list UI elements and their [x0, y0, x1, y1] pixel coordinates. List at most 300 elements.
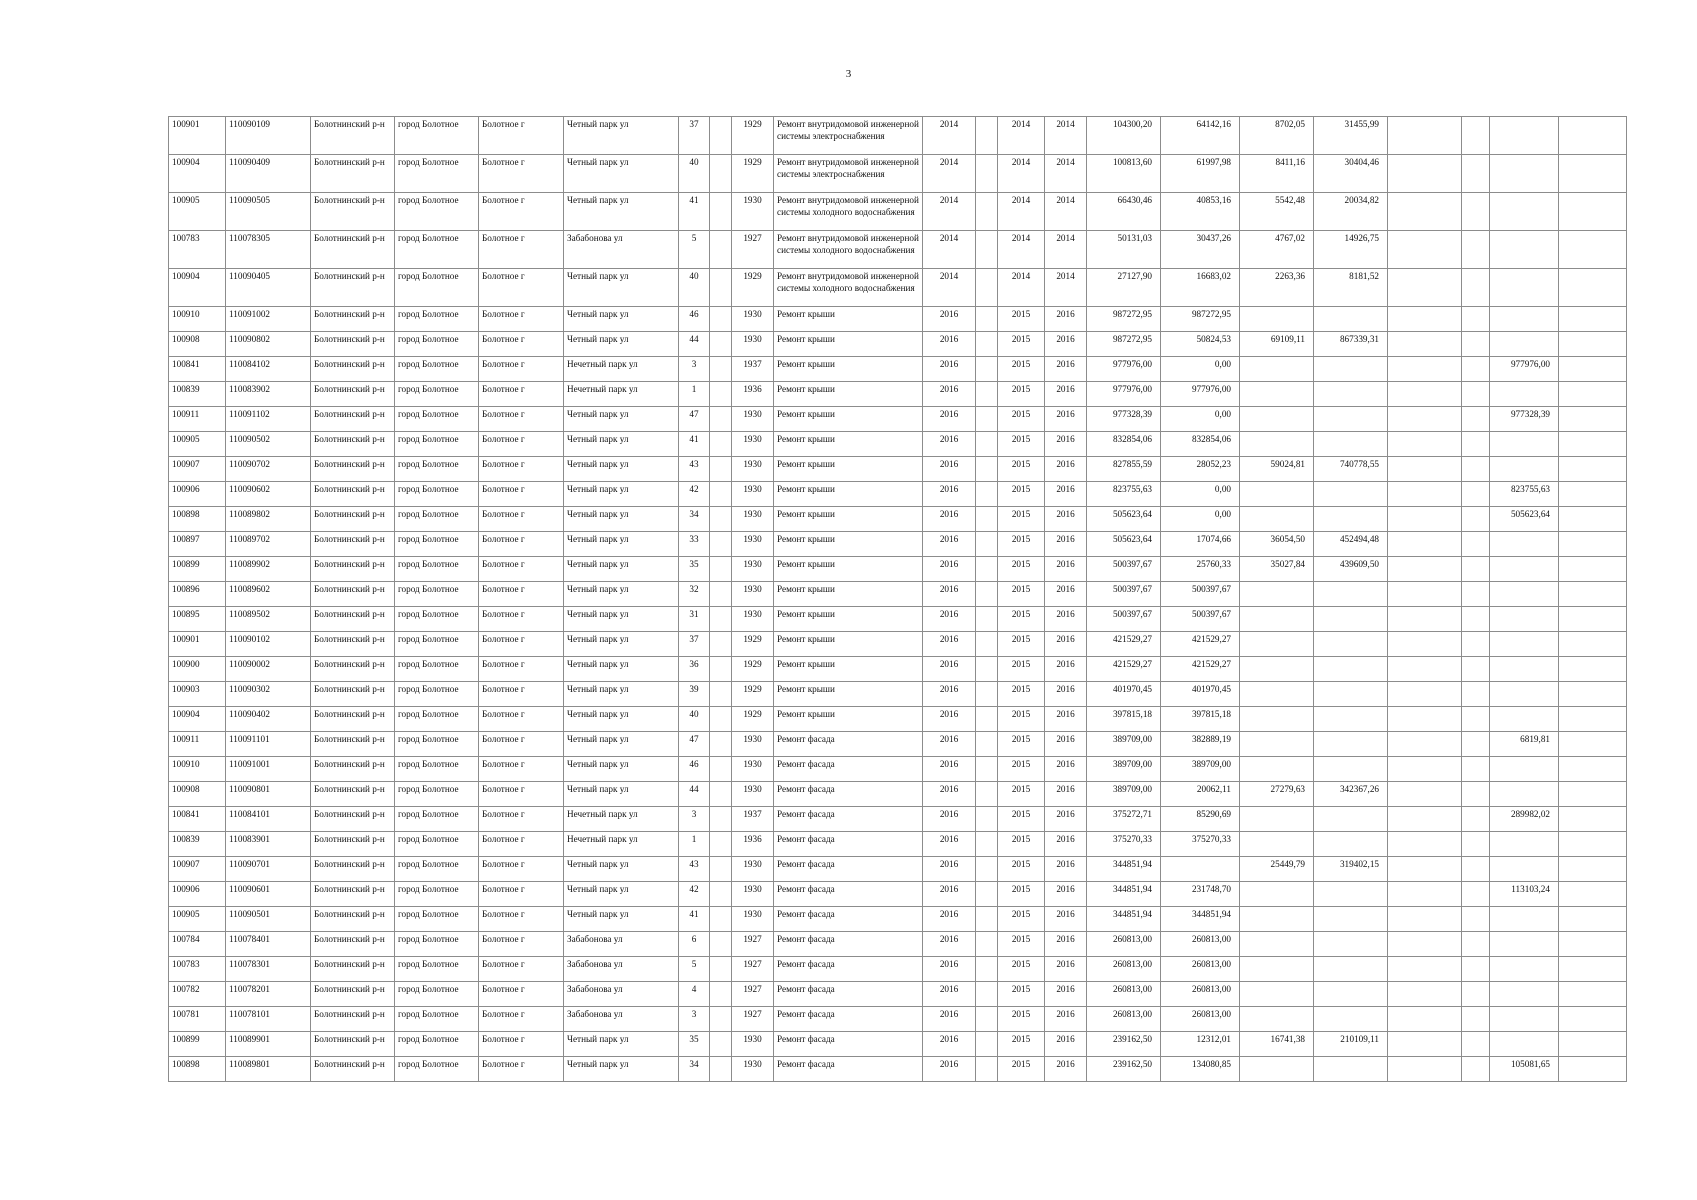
cell-empty [1388, 432, 1462, 457]
cell-code: 110089801 [226, 1057, 311, 1082]
cell-total: 344851,94 [1087, 882, 1161, 907]
cell-year-built: 1930 [732, 482, 774, 507]
cell-end-year: 2016 [1045, 757, 1087, 782]
cell-amount-b [1240, 357, 1314, 382]
cell-plan-year: 2016 [923, 732, 976, 757]
cell-amount-c: 740778,55 [1314, 457, 1388, 482]
cell-amount-d: 105081,65 [1490, 1057, 1559, 1082]
cell-total: 260813,00 [1087, 982, 1161, 1007]
cell-empty [1388, 882, 1462, 907]
cell-empty [710, 807, 732, 832]
cell-amount-c [1314, 1057, 1388, 1082]
table-row [169, 957, 1627, 982]
cell-amount-b: 8411,16 [1240, 155, 1314, 193]
cell-code: 110091101 [226, 732, 311, 757]
cell-city: город Болотное [395, 507, 479, 532]
cell-district: Болотнинский р-н [311, 732, 395, 757]
cell-locality: Болотное г [479, 155, 564, 193]
cell-amount-a: 260813,00 [1161, 982, 1240, 1007]
cell-street: Четный парк ул [564, 732, 679, 757]
cell-year-built: 1930 [732, 582, 774, 607]
cell-empty [1559, 231, 1627, 269]
cell-empty [1462, 957, 1490, 982]
cell-code: 110090002 [226, 657, 311, 682]
cell-amount-c [1314, 1007, 1388, 1032]
cell-work: Ремонт крыши [774, 682, 923, 707]
cell-empty [1559, 832, 1627, 857]
cell-street: Четный парк ул [564, 332, 679, 357]
cell-year-built: 1930 [732, 532, 774, 557]
cell-total: 401970,45 [1087, 682, 1161, 707]
cell-empty [976, 782, 998, 807]
table-row [169, 982, 1627, 1007]
cell-empty [1559, 757, 1627, 782]
cell-empty [976, 807, 998, 832]
cell-empty [1388, 231, 1462, 269]
cell-empty [710, 432, 732, 457]
cell-start-year: 2015 [998, 1032, 1045, 1057]
cell-plan-year: 2016 [923, 457, 976, 482]
cell-id: 100897 [169, 532, 226, 557]
cell-city: город Болотное [395, 757, 479, 782]
cell-id: 100904 [169, 269, 226, 307]
table-row [169, 807, 1627, 832]
cell-district: Болотнинский р-н [311, 1007, 395, 1032]
cell-year-built: 1936 [732, 832, 774, 857]
cell-locality: Болотное г [479, 1032, 564, 1057]
cell-empty [710, 117, 732, 155]
cell-empty [1559, 457, 1627, 482]
cell-amount-d [1490, 757, 1559, 782]
cell-end-year: 2014 [1045, 155, 1087, 193]
cell-total: 375272,71 [1087, 807, 1161, 832]
cell-end-year: 2016 [1045, 507, 1087, 532]
cell-amount-a [1161, 857, 1240, 882]
cell-amount-b: 36054,50 [1240, 532, 1314, 557]
cell-city: город Болотное [395, 307, 479, 332]
cell-empty [1388, 507, 1462, 532]
cell-empty [1462, 857, 1490, 882]
cell-city: город Болотное [395, 407, 479, 432]
cell-year-built: 1927 [732, 932, 774, 957]
cell-city: город Болотное [395, 432, 479, 457]
cell-empty [710, 1057, 732, 1082]
cell-code: 110090801 [226, 782, 311, 807]
cell-amount-d [1490, 857, 1559, 882]
cell-start-year: 2015 [998, 407, 1045, 432]
cell-plan-year: 2016 [923, 757, 976, 782]
cell-end-year: 2016 [1045, 357, 1087, 382]
cell-end-year: 2016 [1045, 407, 1087, 432]
cell-start-year: 2015 [998, 357, 1045, 382]
cell-amount-d [1490, 1032, 1559, 1057]
cell-amount-c [1314, 932, 1388, 957]
cell-year-built: 1927 [732, 982, 774, 1007]
cell-locality: Болотное г [479, 682, 564, 707]
cell-end-year: 2016 [1045, 532, 1087, 557]
cell-empty [976, 882, 998, 907]
cell-amount-d [1490, 457, 1559, 482]
cell-house: 5 [679, 231, 710, 269]
cell-empty [1559, 532, 1627, 557]
cell-year-built: 1929 [732, 632, 774, 657]
cell-empty [976, 117, 998, 155]
cell-amount-c [1314, 982, 1388, 1007]
cell-amount-d [1490, 557, 1559, 582]
cell-empty [976, 582, 998, 607]
cell-year-built: 1930 [732, 557, 774, 582]
cell-start-year: 2015 [998, 807, 1045, 832]
cell-plan-year: 2016 [923, 357, 976, 382]
cell-district: Болотнинский р-н [311, 707, 395, 732]
cell-year-built: 1927 [732, 957, 774, 982]
cell-year-built: 1930 [732, 732, 774, 757]
cell-empty [1388, 782, 1462, 807]
cell-empty [1388, 457, 1462, 482]
cell-locality: Болотное г [479, 832, 564, 857]
cell-amount-d: 289982,02 [1490, 807, 1559, 832]
cell-total: 977328,39 [1087, 407, 1161, 432]
cell-end-year: 2016 [1045, 432, 1087, 457]
cell-amount-b [1240, 582, 1314, 607]
cell-amount-a: 375270,33 [1161, 832, 1240, 857]
cell-amount-c: 31455,99 [1314, 117, 1388, 155]
cell-city: город Болотное [395, 193, 479, 231]
cell-id: 100781 [169, 1007, 226, 1032]
cell-total: 500397,67 [1087, 607, 1161, 632]
cell-empty [1462, 117, 1490, 155]
cell-start-year: 2015 [998, 907, 1045, 932]
cell-code: 110090701 [226, 857, 311, 882]
cell-amount-b [1240, 657, 1314, 682]
cell-empty [1388, 193, 1462, 231]
cell-empty [710, 882, 732, 907]
cell-total: 375270,33 [1087, 832, 1161, 857]
cell-house: 33 [679, 532, 710, 557]
cell-work: Ремонт крыши [774, 482, 923, 507]
cell-total: 66430,46 [1087, 193, 1161, 231]
cell-city: город Болотное [395, 982, 479, 1007]
cell-empty [1388, 907, 1462, 932]
cell-district: Болотнинский р-н [311, 882, 395, 907]
cell-empty [1388, 1057, 1462, 1082]
cell-start-year: 2015 [998, 1057, 1045, 1082]
cell-empty [1462, 407, 1490, 432]
cell-amount-a: 16683,02 [1161, 269, 1240, 307]
cell-district: Болотнинский р-н [311, 332, 395, 357]
cell-amount-a: 344851,94 [1161, 907, 1240, 932]
cell-total: 239162,50 [1087, 1032, 1161, 1057]
cell-total: 421529,27 [1087, 632, 1161, 657]
table-row [169, 632, 1627, 657]
cell-empty [976, 155, 998, 193]
cell-empty [710, 582, 732, 607]
cell-code: 110084101 [226, 807, 311, 832]
cell-amount-b: 35027,84 [1240, 557, 1314, 582]
cell-empty [710, 932, 732, 957]
cell-empty [1462, 907, 1490, 932]
cell-amount-d [1490, 782, 1559, 807]
cell-empty [1388, 807, 1462, 832]
cell-empty [1462, 582, 1490, 607]
cell-plan-year: 2016 [923, 982, 976, 1007]
cell-locality: Болотное г [479, 457, 564, 482]
table-row [169, 457, 1627, 482]
cell-amount-c: 867339,31 [1314, 332, 1388, 357]
cell-start-year: 2015 [998, 882, 1045, 907]
cell-work: Ремонт фасада [774, 982, 923, 1007]
cell-end-year: 2016 [1045, 782, 1087, 807]
cell-year-built: 1929 [732, 657, 774, 682]
cell-amount-b [1240, 932, 1314, 957]
cell-end-year: 2016 [1045, 582, 1087, 607]
cell-house: 5 [679, 957, 710, 982]
cell-end-year: 2016 [1045, 982, 1087, 1007]
cell-empty [976, 407, 998, 432]
cell-work: Ремонт фасада [774, 957, 923, 982]
table-row [169, 832, 1627, 857]
cell-id: 100906 [169, 482, 226, 507]
cell-district: Болотнинский р-н [311, 857, 395, 882]
cell-street: Четный парк ул [564, 757, 679, 782]
cell-locality: Болотное г [479, 607, 564, 632]
cell-empty [976, 857, 998, 882]
cell-start-year: 2015 [998, 557, 1045, 582]
cell-empty [710, 382, 732, 407]
cell-district: Болотнинский р-н [311, 907, 395, 932]
cell-plan-year: 2016 [923, 307, 976, 332]
cell-empty [710, 982, 732, 1007]
cell-total: 239162,50 [1087, 1057, 1161, 1082]
cell-house: 34 [679, 1057, 710, 1082]
cell-amount-b [1240, 1057, 1314, 1082]
cell-empty [1559, 582, 1627, 607]
cell-empty [976, 907, 998, 932]
cell-amount-b [1240, 507, 1314, 532]
cell-code: 110090702 [226, 457, 311, 482]
cell-amount-c [1314, 732, 1388, 757]
cell-amount-a: 260813,00 [1161, 1007, 1240, 1032]
cell-id: 100905 [169, 432, 226, 457]
cell-amount-d [1490, 682, 1559, 707]
cell-start-year: 2015 [998, 507, 1045, 532]
cell-work: Ремонт крыши [774, 307, 923, 332]
cell-empty [1388, 832, 1462, 857]
cell-amount-c [1314, 707, 1388, 732]
cell-amount-c: 20034,82 [1314, 193, 1388, 231]
cell-code: 110083902 [226, 382, 311, 407]
cell-street: Нечетный парк ул [564, 807, 679, 832]
table-row [169, 307, 1627, 332]
cell-plan-year: 2016 [923, 632, 976, 657]
cell-amount-d [1490, 382, 1559, 407]
cell-amount-b: 8702,05 [1240, 117, 1314, 155]
cell-work: Ремонт фасада [774, 932, 923, 957]
cell-plan-year: 2016 [923, 882, 976, 907]
cell-amount-b [1240, 732, 1314, 757]
cell-empty [1559, 557, 1627, 582]
cell-empty [710, 657, 732, 682]
cell-empty [710, 707, 732, 732]
cell-plan-year: 2016 [923, 407, 976, 432]
cell-locality: Болотное г [479, 1057, 564, 1082]
cell-empty [1388, 382, 1462, 407]
cell-amount-c: 342367,26 [1314, 782, 1388, 807]
cell-amount-c [1314, 357, 1388, 382]
cell-id: 100898 [169, 1057, 226, 1082]
cell-empty [1462, 607, 1490, 632]
cell-amount-a: 397815,18 [1161, 707, 1240, 732]
cell-city: город Болотное [395, 332, 479, 357]
cell-start-year: 2014 [998, 231, 1045, 269]
cell-id: 100901 [169, 117, 226, 155]
cell-street: Нечетный парк ул [564, 382, 679, 407]
cell-amount-c [1314, 407, 1388, 432]
cell-work: Ремонт крыши [774, 532, 923, 557]
cell-amount-b: 59024,81 [1240, 457, 1314, 482]
cell-plan-year: 2016 [923, 332, 976, 357]
cell-id: 100900 [169, 657, 226, 682]
cell-id: 100783 [169, 957, 226, 982]
cell-start-year: 2014 [998, 193, 1045, 231]
table-row [169, 707, 1627, 732]
cell-code: 110090302 [226, 682, 311, 707]
cell-id: 100899 [169, 557, 226, 582]
cell-empty [1388, 932, 1462, 957]
cell-amount-b: 16741,38 [1240, 1032, 1314, 1057]
cell-end-year: 2014 [1045, 193, 1087, 231]
cell-code: 110083901 [226, 832, 311, 857]
cell-amount-c: 452494,48 [1314, 532, 1388, 557]
cell-house: 6 [679, 932, 710, 957]
cell-code: 110090601 [226, 882, 311, 907]
cell-house: 3 [679, 357, 710, 382]
cell-amount-a: 0,00 [1161, 482, 1240, 507]
cell-empty [1388, 757, 1462, 782]
cell-start-year: 2015 [998, 382, 1045, 407]
cell-district: Болотнинский р-н [311, 193, 395, 231]
cell-house: 1 [679, 382, 710, 407]
cell-empty [1388, 982, 1462, 1007]
cell-id: 100782 [169, 982, 226, 1007]
cell-year-built: 1930 [732, 1032, 774, 1057]
cell-plan-year: 2016 [923, 557, 976, 582]
cell-empty [1462, 782, 1490, 807]
cell-locality: Болотное г [479, 907, 564, 932]
cell-empty [976, 332, 998, 357]
cell-start-year: 2015 [998, 857, 1045, 882]
cell-empty [1462, 1032, 1490, 1057]
cell-empty [1388, 269, 1462, 307]
cell-district: Болотнинский р-н [311, 782, 395, 807]
table-row [169, 782, 1627, 807]
cell-amount-a: 260813,00 [1161, 932, 1240, 957]
cell-street: Четный парк ул [564, 907, 679, 932]
cell-street: Четный парк ул [564, 857, 679, 882]
cell-street: Четный парк ул [564, 482, 679, 507]
cell-end-year: 2016 [1045, 682, 1087, 707]
cell-work: Ремонт крыши [774, 357, 923, 382]
table-row [169, 657, 1627, 682]
cell-end-year: 2016 [1045, 957, 1087, 982]
cell-work: Ремонт внутридомовой инженерной системы электроснабжения [774, 117, 923, 155]
cell-plan-year: 2016 [923, 482, 976, 507]
cell-house: 44 [679, 332, 710, 357]
cell-empty [1462, 732, 1490, 757]
cell-work: Ремонт внутридомовой инженерной системы холодного водоснабжения [774, 231, 923, 269]
cell-locality: Болотное г [479, 407, 564, 432]
cell-id: 100910 [169, 307, 226, 332]
cell-empty [1388, 857, 1462, 882]
cell-year-built: 1929 [732, 682, 774, 707]
cell-empty [1559, 807, 1627, 832]
cell-empty [1559, 1007, 1627, 1032]
cell-year-built: 1930 [732, 782, 774, 807]
cell-empty [1388, 732, 1462, 757]
cell-city: город Болотное [395, 457, 479, 482]
cell-amount-d [1490, 907, 1559, 932]
cell-city: город Болотное [395, 607, 479, 632]
cell-amount-b [1240, 407, 1314, 432]
cell-amount-d [1490, 582, 1559, 607]
cell-total: 977976,00 [1087, 382, 1161, 407]
cell-street: Четный парк ул [564, 657, 679, 682]
cell-start-year: 2015 [998, 732, 1045, 757]
cell-amount-d: 823755,63 [1490, 482, 1559, 507]
cell-total: 50131,03 [1087, 231, 1161, 269]
cell-street: Четный парк ул [564, 782, 679, 807]
cell-street: Четный парк ул [564, 582, 679, 607]
cell-empty [1559, 193, 1627, 231]
cell-code: 110078201 [226, 982, 311, 1007]
cell-empty [1388, 707, 1462, 732]
table-row [169, 732, 1627, 757]
cell-empty [976, 982, 998, 1007]
cell-empty [1388, 307, 1462, 332]
cell-year-built: 1930 [732, 407, 774, 432]
cell-district: Болотнинский р-н [311, 757, 395, 782]
cell-empty [1388, 682, 1462, 707]
table-row [169, 857, 1627, 882]
cell-amount-a: 12312,01 [1161, 1032, 1240, 1057]
cell-empty [1388, 657, 1462, 682]
cell-plan-year: 2016 [923, 907, 976, 932]
cell-amount-d: 113103,24 [1490, 882, 1559, 907]
cell-city: город Болотное [395, 782, 479, 807]
table-body [169, 117, 1627, 1082]
cell-start-year: 2015 [998, 582, 1045, 607]
cell-empty [1388, 1032, 1462, 1057]
cell-amount-d [1490, 332, 1559, 357]
cell-city: город Болотное [395, 1007, 479, 1032]
cell-total: 260813,00 [1087, 957, 1161, 982]
cell-plan-year: 2014 [923, 269, 976, 307]
cell-district: Болотнинский р-н [311, 582, 395, 607]
cell-locality: Болотное г [479, 632, 564, 657]
cell-start-year: 2014 [998, 117, 1045, 155]
cell-amount-b [1240, 907, 1314, 932]
cell-empty [1462, 982, 1490, 1007]
cell-empty [1388, 407, 1462, 432]
cell-amount-c: 30404,46 [1314, 155, 1388, 193]
cell-plan-year: 2016 [923, 657, 976, 682]
cell-empty [1462, 832, 1490, 857]
cell-plan-year: 2016 [923, 957, 976, 982]
cell-work: Ремонт крыши [774, 457, 923, 482]
cell-total: 987272,95 [1087, 307, 1161, 332]
cell-empty [976, 682, 998, 707]
cell-amount-c [1314, 507, 1388, 532]
